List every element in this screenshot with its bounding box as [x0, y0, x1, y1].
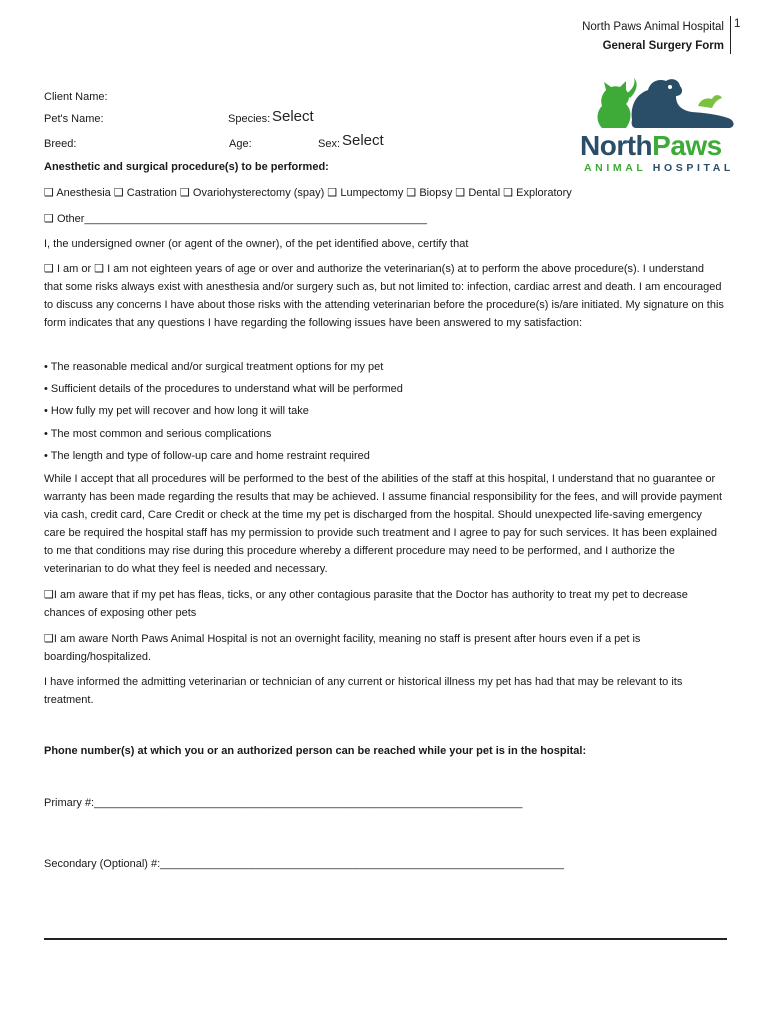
illness-paragraph: I have informed the admitting veterinarian or technician of any current or historical illness my pet has had that may be relevant to its treatment.: [44, 676, 683, 706]
age-statement-text: I am not eighteen years of age or over and authorize the veterinarian(s) at to perform the above procedure(s). I understand that some risks always exist with anesthesia and/or surgery such as, but not limited to: infection, cardiac arrest and death. I am encouraged to discuss any concerns I have about those risks with the attending veterinarian before the procedure(s) is/are initiated. My signature on this form indicates that any questions I have regarding the following issues have been answered to my satisfaction:: [44, 263, 724, 329]
pets-name-label: Pet's Name:: [44, 113, 104, 125]
breed-label: Breed:: [44, 138, 77, 150]
parasite-text: I am aware that if my pet has fleas, ticks, or any other contagious parasite that the Doctor has authority to treat my pet to decrease chances of exposing other pets: [44, 589, 688, 619]
overnight-text: I am aware North Paws Animal Hospital is not an overnight facility, meaning no staff is present after hours even if a pet is boarding/hospitalized.: [44, 633, 641, 663]
sex-select[interactable]: Select: [342, 132, 384, 149]
bullet-item: • Sufficient details of the procedures to understand what will be performed: [44, 383, 403, 395]
checkbox-icon[interactable]: ❑: [94, 262, 105, 275]
option-exploratory: Exploratory: [516, 187, 572, 199]
checkbox-icon[interactable]: ❑: [44, 262, 54, 275]
north-paws-logo: [580, 72, 745, 177]
bullet-item: • The most common and serious complications: [44, 428, 272, 440]
option-biopsy: Biopsy: [419, 187, 453, 199]
other-procedure-row: [44, 210, 427, 228]
option-lumpectomy: Lumpectomy: [340, 187, 404, 199]
client-name-label: Client Name:: [44, 91, 108, 103]
hospital-name: North Paws Animal Hospital: [582, 21, 724, 33]
logo-wordmark: NorthPaws: [580, 130, 722, 161]
species-select[interactable]: Select: [272, 108, 314, 125]
procedure-checkbox-row: [44, 184, 572, 202]
checkbox-icon[interactable]: ❑: [44, 588, 54, 601]
footer-divider: [44, 938, 727, 940]
checkbox-icon[interactable]: ❑: [503, 186, 514, 199]
age-authorization-paragraph: [44, 260, 724, 332]
checkbox-icon[interactable]: ❑: [44, 186, 54, 199]
bullet-item: • How fully my pet will recover and how long it will take: [44, 405, 309, 417]
procedures-heading: Anesthetic and surgical procedure(s) to be performed:: [44, 161, 329, 173]
checkbox-icon[interactable]: ❑: [44, 212, 54, 225]
option-dental: Dental: [468, 187, 501, 199]
form-title: General Surgery Form: [602, 40, 724, 52]
secondary-phone-field[interactable]: Secondary (Optional) #:__________________________________________________________________: [44, 858, 564, 870]
species-label: Species:: [228, 113, 271, 125]
phone-heading: Phone number(s) at which you or an authorized person can be reached while your pet is in the hospital:: [44, 745, 587, 757]
primary-phone-field[interactable]: Primary #:______________________________________________________________________: [44, 797, 523, 809]
other-procedure-field[interactable]: Other________________________________________________________: [56, 213, 428, 225]
checkbox-icon[interactable]: ❑: [406, 186, 417, 199]
checkbox-icon[interactable]: ❑: [179, 186, 190, 199]
document-header: [582, 18, 724, 56]
bullet-item: • The reasonable medical and/or surgical treatment options for my pet: [44, 361, 384, 373]
checkbox-icon[interactable]: ❑: [44, 632, 54, 645]
sex-label: Sex:: [318, 138, 341, 150]
checkbox-icon[interactable]: ❑: [327, 186, 338, 199]
parasite-paragraph: [44, 586, 724, 622]
age-option-or: I am or: [56, 263, 92, 275]
option-ovariohysterectomy: Ovariohysterectomy (spay): [192, 187, 325, 199]
logo-subtitle: ANIMAL HOSPITAL: [584, 162, 734, 174]
option-castration: Castration: [126, 187, 177, 199]
certify-statement: I, the undersigned owner (or agent of the owner), of the pet identified above, certify that: [44, 238, 469, 250]
checkbox-icon[interactable]: ❑: [113, 186, 124, 199]
age-label: Age:: [229, 138, 252, 150]
header-divider: [730, 16, 731, 54]
page-number: 1: [734, 18, 741, 30]
overnight-paragraph: [44, 630, 724, 666]
bullet-item: • The length and type of follow-up care and home restraint required: [44, 450, 370, 462]
financial-responsibility-paragraph: While I accept that all procedures will be performed to the best of the abilities of the staff at this hospital, I understand that no guarantee or warranty has been made regarding the results that may be achieved. I assume financial responsibility for the fees, and will provide payment via cash, credit card, Care Credit or check at the time my pet is discharged from the hospital. Should unexpected life-saving emergency care be required the hospital staff has my permission to provide such treatment and I agree to pay for such services. It has been explained to me that conditions may rise during this procedure whereby a different procedure may need to be performed, and I authorize the veterinarian to do what they feel is needed and necessary.: [44, 473, 723, 575]
checkbox-icon[interactable]: ❑: [455, 186, 466, 199]
option-anesthesia: Anesthesia: [56, 187, 111, 199]
pets-logo-icon: [580, 72, 745, 132]
